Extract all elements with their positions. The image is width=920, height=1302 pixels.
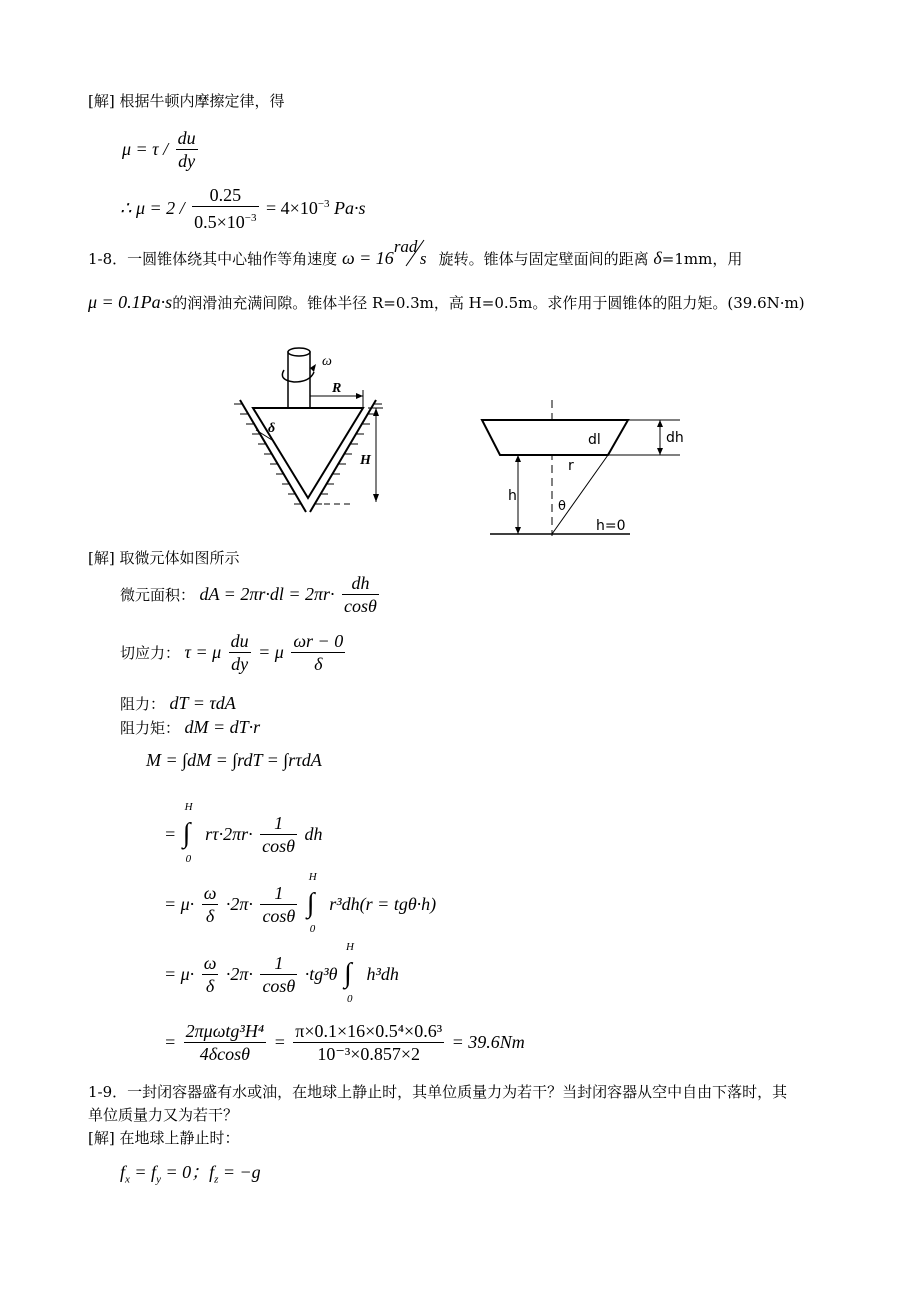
solution-label: [解] 根据牛顿内摩擦定律，得	[88, 92, 285, 110]
cone-figure	[228, 340, 448, 540]
solution-1-8-intro: [解] 取微元体如图所示	[88, 549, 240, 567]
solution-text: 根据牛顿内摩擦定律，得	[119, 92, 285, 110]
equation-m-line2: = ∫ H 0 rτ·2πr· $\frac{1}{\cos\theta}$ dh	[164, 800, 323, 865]
problem-1-9-line2: 单位质量力又为若干？	[88, 1106, 239, 1124]
label-omega: ω	[322, 354, 332, 369]
equation-area: 微元面积： dA = 2πr·dl = 2πr· $\frac{dh}{\cos\theta}$	[120, 573, 377, 616]
label-delta: δ	[268, 421, 276, 436]
equation-viscosity: μ = τ / $\frac{du}{dy}$	[122, 128, 196, 171]
label-theta: θ	[558, 499, 566, 514]
label-R: R	[332, 381, 342, 396]
equation-force: 阻力： dT = τdA	[120, 693, 236, 713]
problem-1-8-line1: 1-8．一圆锥体绕其中心轴作等角速度 ω = 16 rad s 旋转。锥体与固定壁面间的距离 δ=1mm，用	[88, 237, 743, 268]
label-h: h	[508, 488, 517, 504]
equation-m-line1: M = ∫dM = ∫rdT = ∫rτdA	[146, 750, 322, 770]
problem-1-8-line2: μ = 0.1Pa·s的润滑油充满间隙。锥体半径 R=0.3m，高 H=0.5m。求作用于圆锥体的阻力矩。(39.6N·m)	[88, 292, 805, 312]
label-h0: h=0	[596, 518, 626, 534]
element-figure	[470, 400, 710, 540]
equation-moment: 阻力矩： dM = dT·r	[120, 717, 261, 737]
label-r: r	[568, 458, 574, 474]
equation-m-line3: = μ· $\frac{\omega}{\delta}$ ·2π· $\frac{1}{\cos\theta}$ ∫ H 0 r³dh(r = tgθ·h)	[164, 870, 437, 935]
equation-mass-force: $f_x = f_y = 0$；$f_z = -g$	[120, 1162, 261, 1186]
equation-m-line4: = μ· $\frac{\omega}{\delta}$ ·2π· $\frac{1}{\cos\theta}$ ·tg³θ ∫ H 0 h³dh	[164, 940, 399, 1005]
problem-1-9-line1: 1-9．一封闭容器盛有水或油，在地球上静止时，其单位质量力为若干？当封闭容器从空中自由下落时，其	[88, 1083, 788, 1101]
label-dl: dl	[588, 432, 601, 448]
equation-viscosity-value: ∴ μ = 2 / $\frac{0.25}{0.5\times 10^{-3}}$ = $4\times 10^{-3}$ Pa·s	[120, 185, 366, 232]
label-dh: dh	[666, 430, 684, 446]
equation-shear: 切应力： τ = μ $\frac{du}{dy}$ = μ $\frac{\omega r - 0}{\delta}$	[120, 631, 344, 674]
equation-final: = $\frac{\text{2πμωtg³H⁴}}{4\delta\cos\theta}$ = $\frac{\text{π×0.1×16×0.5⁴×0.6³}}{\text{10⁻³×0.857×2}}$ = 39.6Nm	[164, 1021, 525, 1064]
solution-1-9-intro: [解] 在地球上静止时：	[88, 1129, 240, 1147]
label-H: H	[360, 453, 371, 468]
